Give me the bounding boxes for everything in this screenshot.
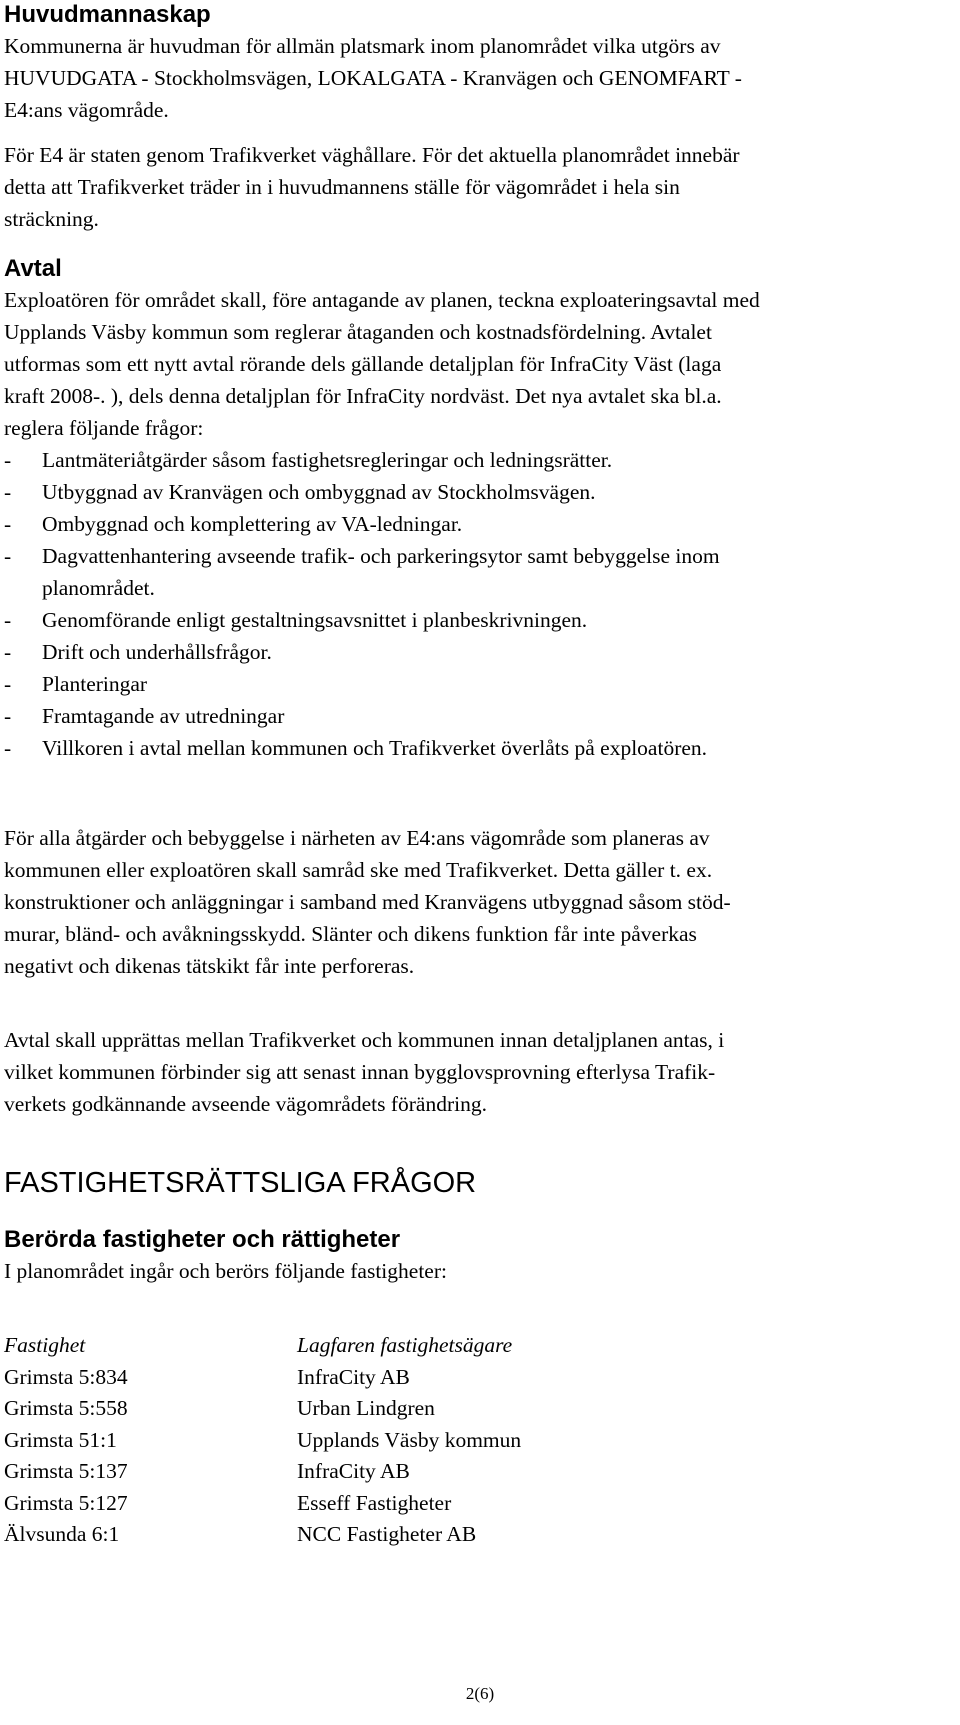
section-heading-huvudmannaskap: Huvudmannaskap <box>4 1 211 28</box>
list-item-text: Framtagande av utredningar <box>42 704 285 728</box>
text-line: Upplands Väsby kommun som reglerar åtaganden och kostnadsfördelning. Avtalet <box>4 320 712 344</box>
list-item-text: Drift och underhållsfrågor. <box>42 640 272 664</box>
table-cell-fastighet: Älvsunda 6:1 <box>4 1522 120 1546</box>
berorda-fastigheter-block <box>4 1225 949 1287</box>
list-item-text: Dagvattenhantering avseende trafik- och parkeringsytor samt bebyggelse inom <box>42 544 720 568</box>
text-line: Exploatören för området skall, före antagande av planen, teckna exploateringsavtal med <box>4 288 760 312</box>
section-heading-avtal: Avtal <box>4 255 62 282</box>
list-item-text: planområdet. <box>42 576 155 600</box>
subheading-berorda-fastigheter: Berörda fastigheter och rättigheter <box>4 1226 401 1253</box>
text-line: murar, bländ- och avåkningsskydd. Slänter och dikens funktion får inte påverkas <box>4 922 697 946</box>
list-item-text: Utbyggnad av Kranvägen och ombyggnad av Stockholmsvägen. <box>42 480 596 504</box>
table-row <box>4 1362 521 1394</box>
column-header-agare: Lagfaren fastighetsägare <box>297 1333 513 1357</box>
list-item <box>4 444 949 476</box>
text-line: Kommunerna är huvudman för allmän platsmark inom planområdet vilka utgörs av <box>4 34 721 58</box>
text-line: E4:ans vägområde. <box>4 98 169 122</box>
table-cell-agare: Esseff Fastigheter <box>297 1490 452 1515</box>
paragraph-samrad <box>4 822 949 982</box>
list-item <box>4 476 949 508</box>
list-item <box>4 508 949 540</box>
fastighet-section <box>4 1166 949 1200</box>
paragraph-fastighet-intro: I planområdet ingår och berörs följande fastigheter: <box>4 1259 447 1283</box>
table-cell-agare: Upplands Väsby kommun <box>297 1427 522 1452</box>
list-item <box>4 604 949 636</box>
table-cell-fastighet: Grimsta 5:127 <box>4 1490 128 1515</box>
paragraph-avtal-trafikverket <box>4 1024 949 1120</box>
list-item-text: Planteringar <box>42 672 148 696</box>
text-line: HUVUDGATA - Stockholmsvägen, LOKALGATA - Kranvägen och GENOMFART - <box>4 66 742 90</box>
table-cell-fastighet: Grimsta 5:558 <box>4 1396 128 1420</box>
list-item-text: Ombyggnad och komplettering av VA-ledningar. <box>42 512 463 536</box>
paragraph-avtal-trafikverket-block <box>4 1024 949 1120</box>
table-row <box>4 1425 521 1457</box>
list-item <box>4 668 949 700</box>
text-line: negativt och dikenas tätskikt får inte perforeras. <box>4 954 415 978</box>
paragraph-e4-block <box>4 139 949 235</box>
text-line: kraft 2008-. ), dels denna detaljplan för InfraCity nordväst. Det nya avtalet ska bl.a. <box>4 384 722 408</box>
property-table <box>4 1330 521 1551</box>
table-row <box>4 1393 521 1425</box>
text-line: detta att Trafikverket träder in i huvudmannens ställe för vägområdet i hela sin <box>4 175 680 199</box>
table-cell-fastighet: Grimsta 5:137 <box>4 1459 128 1483</box>
table-cell-fastighet: Grimsta 51:1 <box>4 1427 117 1452</box>
text-line: För alla åtgärder och bebyggelse i närheten av E4:ans vägområde som planeras av <box>4 826 710 850</box>
list-item <box>4 700 949 732</box>
list-item <box>4 540 949 604</box>
list-item <box>4 636 949 668</box>
huvudmannaskap-section <box>4 0 949 126</box>
text-line: För E4 är staten genom Trafikverket väghållare. För det aktuella planområdet innebär <box>4 143 740 167</box>
table-cell-agare: NCC Fastigheter AB <box>297 1522 477 1546</box>
table-header-row <box>4 1330 521 1362</box>
paragraph-e4 <box>4 139 949 235</box>
paragraph-samrad-block <box>4 822 949 982</box>
table-cell-fastighet: Grimsta 5:834 <box>4 1364 128 1389</box>
text-line: verkets godkännande avseende vägområdets förändring. <box>4 1092 487 1116</box>
avtal-section <box>4 254 949 764</box>
list-item-text: Lantmäteriåtgärder såsom fastighetsregleringar och ledningsrätter. <box>42 448 613 472</box>
table-cell-agare: Urban Lindgren <box>297 1396 435 1420</box>
text-line: kommunen eller exploatören skall samråd ske med Trafikverket. Detta gäller t. ex. <box>4 858 713 882</box>
column-header-fastighet: Fastighet <box>4 1333 86 1357</box>
list-item-text: Genomförande enligt gestaltningsavsnittet i planbeskrivningen. <box>42 608 588 632</box>
table-row <box>4 1488 521 1520</box>
paragraph-avtal-intro <box>4 284 949 444</box>
paragraph-huvudman <box>4 30 949 126</box>
text-line: sträckning. <box>4 207 99 231</box>
page-number: 2(6) <box>465 1684 495 1703</box>
text-line: utformas som ett nytt avtal rörande dels gällande detaljplan för InfraCity Väst (laga <box>4 352 722 376</box>
table-cell-agare: InfraCity AB <box>297 1459 410 1483</box>
text-line: vilket kommunen förbinder sig att senast innan bygglovsprovning efterlysa Trafik- <box>4 1060 716 1084</box>
list-item <box>4 732 949 764</box>
table-cell-agare: InfraCity AB <box>297 1364 410 1389</box>
table-row <box>4 1519 521 1551</box>
text-line: Avtal skall upprättas mellan Trafikverket och kommunen innan detaljplanen antas, i <box>4 1028 725 1052</box>
list-item-text: Villkoren i avtal mellan kommunen och Trafikverket överlåts på exploatören. <box>42 736 708 760</box>
table-row <box>4 1456 521 1488</box>
text-line: reglera följande frågor: <box>4 416 204 440</box>
avtal-question-list <box>4 444 949 764</box>
text-line: konstruktioner och anläggningar i samband med Kranvägens utbyggnad såsom stöd- <box>4 890 731 914</box>
section-heading-fastighetsrattsliga: FASTIGHETSRÄTTSLIGA FRÅGOR <box>4 1167 477 1199</box>
